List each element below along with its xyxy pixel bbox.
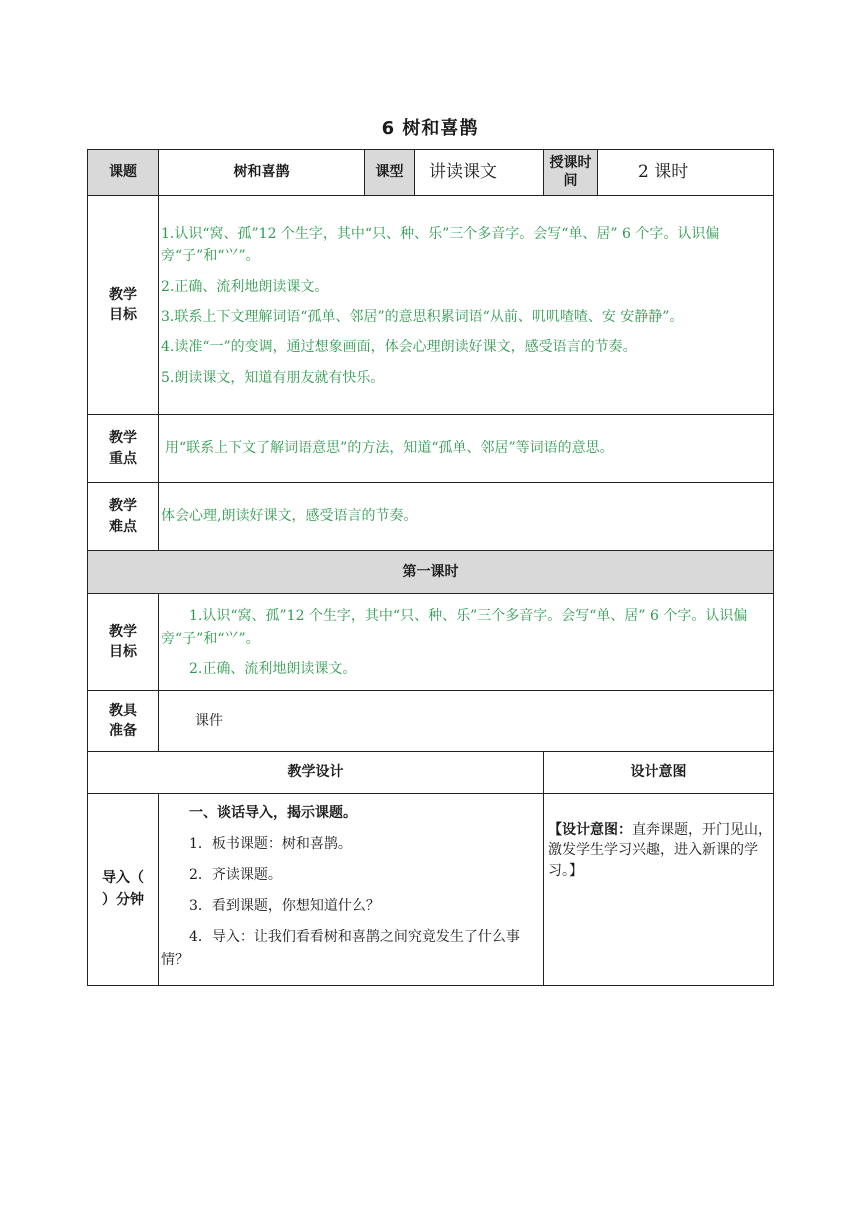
intent-heading: 【设计意图： [548, 822, 632, 838]
goal-item: 4.读准“一”的变调，通过想象画面，体会心理朗读好课文，感受语言的节奏。 [161, 339, 637, 356]
goals-row [88, 196, 774, 415]
goals-label-text: 教学目标 [109, 286, 137, 323]
intro-heading: 一、谈话导入，揭示课题。 [189, 805, 357, 821]
lesson1-title: 第一课时 [88, 551, 774, 594]
lesson1-goal-item: 2.正确、流利地朗读课文。 [189, 661, 357, 678]
goal-item: 3.联系上下文理解词语“孤单、邻居”的意思积累词语“从前、叽叽喳喳、安 安静静”。 [161, 309, 684, 325]
type-value: 讲读课文 [415, 150, 544, 196]
intro-step: 4．导入：让我们看看树和喜鹊之间究竟发生了什么事情？ [161, 929, 520, 969]
document-title: 6 树和喜鹊 [381, 118, 479, 139]
intro-label-text: 导入（ ）分钟 [101, 869, 144, 909]
intro-step: 3．看到课题，你想知道什么？ [189, 898, 380, 915]
difficulties-text: 体会心理,朗读好课文，感受语言的节奏。 [159, 483, 774, 551]
tools-row [88, 691, 774, 752]
difficulties-label [88, 483, 159, 551]
topic-label: 课题 [88, 150, 159, 196]
key-points-label [88, 415, 159, 483]
lesson1-goals-row [88, 594, 774, 691]
difficulties-row [88, 483, 774, 551]
goals-content [159, 196, 774, 415]
time-value: 2 课时 [598, 150, 774, 196]
design-header-row [88, 752, 774, 794]
intent-body: 直奔课题，开门见山，激发学生学习兴趣，进入新课的学习。】 [548, 822, 772, 879]
lesson-plan-table [87, 149, 774, 986]
key-points-row [88, 415, 774, 483]
intro-design-content [159, 794, 544, 986]
intro-label [88, 794, 159, 986]
key-points-text: 用“联系上下文了解词语意思”的方法，知道“孤单、邻居”等词语的意思。 [159, 415, 774, 483]
intro-step: 1．板书课题：树和喜鹊。 [189, 836, 352, 853]
intro-intent-content [544, 794, 774, 986]
lesson1-title-row [88, 551, 774, 594]
goal-item: 1.认识“窝、孤”12 个生字，其中“只、种、乐”三个多音字。会写“单、居” 6 个字。认识偏旁“子”和“⺍”。 [161, 225, 720, 265]
lesson1-goals-content [159, 594, 774, 691]
time-label: 授课时间 [544, 150, 598, 196]
goal-item: 5.朗读课文，知道有朋友就有快乐。 [161, 369, 385, 386]
intro-step: 2．齐读课题。 [189, 867, 282, 884]
design-label: 教学设计 [88, 752, 544, 794]
type-label: 课型 [365, 150, 415, 196]
goals-label [88, 196, 159, 415]
intro-section-row [88, 794, 774, 986]
difficulties-label-text: 教学难点 [109, 498, 137, 535]
tools-text: 课件 [159, 691, 774, 752]
topic-value: 树和喜鹊 [159, 150, 365, 196]
intent-label: 设计意图 [544, 752, 774, 794]
key-points-label-text: 教学重点 [109, 430, 137, 467]
tools-label [88, 691, 159, 752]
lesson1-goal-item: 1.认识“窝、孤”12 个生字，其中“只、种、乐”三个多音字。会写“单、居” 6 个字。认识偏旁“子”和“⺍”。 [161, 608, 748, 647]
lesson1-goals-label [88, 594, 159, 691]
tools-label-text: 教具准备 [109, 702, 137, 739]
lesson1-goals-label-text: 教学目标 [109, 623, 137, 660]
goal-item: 2.正确、流利地朗读课文。 [161, 278, 329, 295]
header-row [88, 150, 774, 196]
